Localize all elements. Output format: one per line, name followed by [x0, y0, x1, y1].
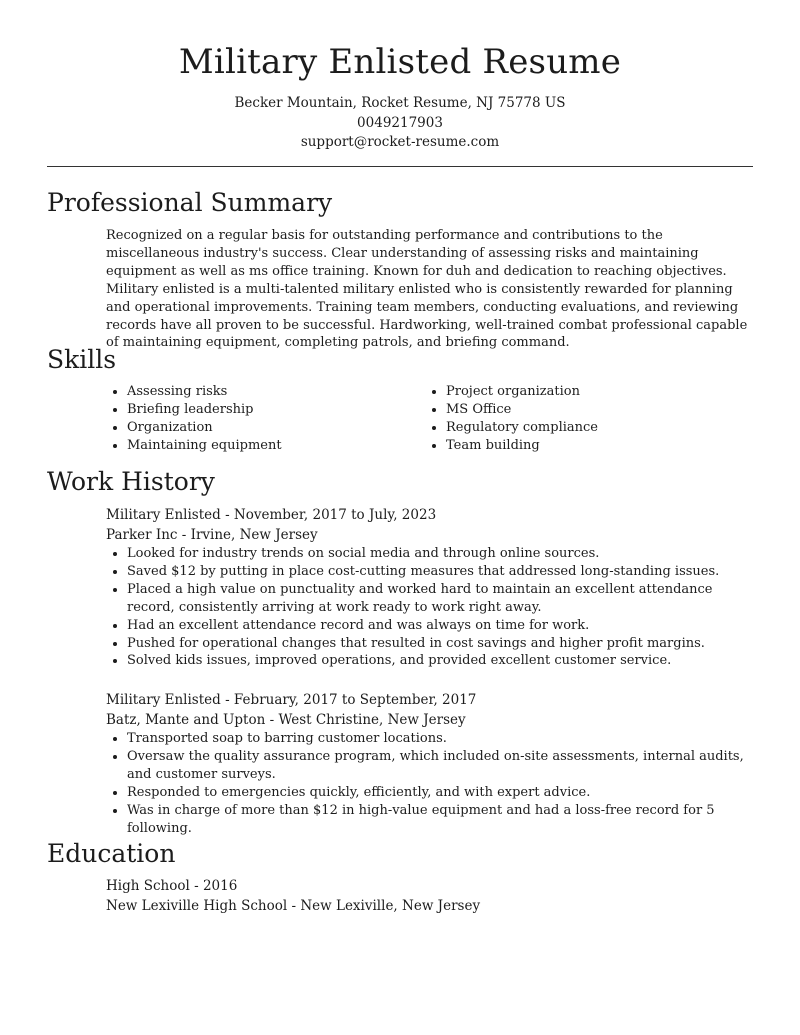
section-title-education: Education — [47, 839, 176, 868]
job-entry — [106, 506, 756, 670]
contact-email: support@rocket-resume.com — [300, 134, 500, 150]
job-bullet: • Transported soap to barring customer locations. — [127, 730, 756, 748]
job-entry — [106, 691, 756, 837]
job-bullet: • Solved kids issues, improved operations, and provided excellent customer service. — [127, 652, 756, 670]
job-bullet: • Looked for industry trends on social media and through online sources. — [127, 545, 756, 563]
job-bullet: • Saved $12 by putting in place cost-cutting measures that addressed long-standing issues. — [127, 563, 756, 581]
job-bullet: • Oversaw the quality assurance program, which included on-site assessments, internal audits, and customer surveys. — [127, 748, 756, 784]
section-title-work-history: Work History — [47, 467, 215, 496]
job-role-dates: Military Enlisted - February, 2017 to September, 2017 — [106, 692, 477, 708]
skill-item: • Assessing risks — [127, 383, 425, 401]
job-bullet: • Pushed for operational changes that resulted in cost savings and higher profit margins. — [127, 635, 756, 653]
skills-column-left — [106, 383, 425, 455]
skill-item: • Regulatory compliance — [446, 419, 744, 437]
skill-item: • MS Office — [446, 401, 744, 419]
skills-column-right — [425, 383, 744, 455]
contact-address: Becker Mountain, Rocket Resume, NJ 75778 US — [234, 95, 566, 111]
contact-block — [0, 94, 800, 153]
section-title-skills: Skills — [47, 345, 117, 374]
skill-item: • Maintaining equipment — [127, 437, 425, 455]
job-bullet-list — [106, 545, 756, 670]
job-bullet: • Was in charge of more than $12 in high-value equipment and had a loss-free record for 5 following. — [127, 802, 756, 838]
summary-text: Recognized on a regular basis for outstanding performance and contributions to the miscellaneous industry's success. Clear understanding of assessing risks and maintaining equipment as well as ms office training. Known for duh and dedication to reaching objectives. Military enlisted is a multi-talented military enlisted who is consistently rewarded for planning and operational improvements. Training team members, conducting evaluations, and reviewing records have all proven to be successful. Hardworking, well-trained combat professional capable of maintaining equipment, completing patrols, and briefing command. — [106, 228, 748, 351]
job-company-location: Batz, Mante and Upton - West Christine, New Jersey — [106, 711, 466, 728]
contact-phone: 0049217903 — [357, 114, 443, 131]
education-entry — [106, 877, 756, 916]
skill-item: • Briefing leadership — [127, 401, 425, 419]
job-role-dates: Military Enlisted - November, 2017 to July, 2023 — [106, 507, 437, 523]
education-school-location: New Lexiville High School - New Lexiville, New Jersey — [106, 897, 481, 914]
skills-list — [106, 383, 756, 455]
education-degree-year: High School - 2016 — [106, 878, 238, 894]
job-company-location: Parker Inc - Irvine, New Jersey — [106, 526, 318, 543]
job-bullet: • Responded to emergencies quickly, efficiently, and with expert advice. — [127, 784, 756, 802]
resume-header — [0, 0, 800, 153]
section-title-professional-summary: Professional Summary — [47, 188, 333, 217]
resume-title: Military Enlisted Resume — [178, 42, 622, 82]
skill-item: • Team building — [446, 437, 744, 455]
job-bullet: • Had an excellent attendance record and was always on time for work. — [127, 617, 756, 635]
skill-item: • Organization — [127, 419, 425, 437]
job-bullet-list — [106, 730, 756, 837]
header-divider — [47, 166, 753, 167]
skill-item: • Project organization — [446, 383, 744, 401]
job-bullet: • Placed a high value on punctuality and worked hard to maintain an excellent attendance record, consistently arriving at work ready to work right away. — [127, 581, 756, 617]
